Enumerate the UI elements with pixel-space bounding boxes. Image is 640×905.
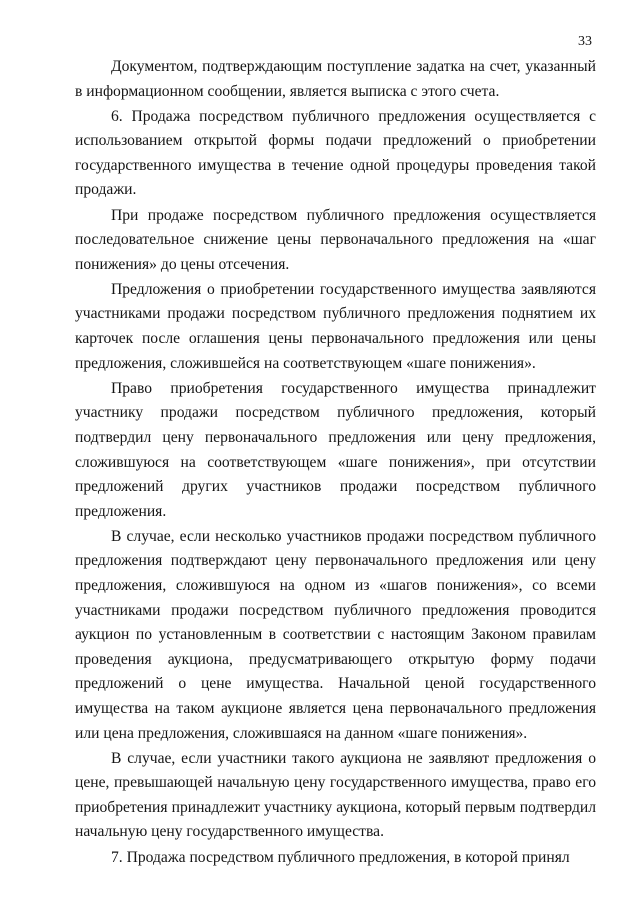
paragraph-right-of-acquisition: Право приобретения государственного имущества принадлежит участнику продажи посредством публичного предложения, который подтвердил цену первоначального предложения или цену предложения, сложившуюся на соответствующем «шаге понижения», при отсутствии предложений других участников продажи посредством публичного предложения.: [75, 379, 596, 520]
paragraph-price-reduction: При продаже посредством публичного предложения осуществляется последовательное снижение цены первоначального предложения на «шаг понижения» до цены отсечения.: [75, 206, 596, 273]
paragraph-item-6-open-form: 6. Продажа посредством публичного предложения осуществляется с использованием открытой формы подачи предложений о приобретении государственного имущества в течение одной процедуры проведения такой продажи.: [75, 107, 596, 199]
paragraph-offers-by-cards: Предложения о приобретении государственного имущества заявляются участниками продажи посредством публичного предложения поднятием их карточек после оглашения цены первоначального предложения или цены предложения, сложившейся на соответствующем «шаге понижения».: [75, 280, 596, 372]
document-body: [75, 55, 596, 870]
paragraph-auction-among-participants: В случае, если несколько участников продажи посредством публичного предложения подтверждают цену первоначального предложения или цену предложения, сложившуюся на одном из «шагов понижения», со всеми участниками продажи посредством публичного предложения проводится аукцион по установленным в соответствии с настоящим Законом правилам проведения аукциона, предусматривающего открытую форму подачи предложений о цене имущества. Начальной ценой государственного имущества на таком аукционе является цена первоначального предложения или цена предложения, сложившаяся на данном «шаге понижения».: [75, 527, 596, 742]
paragraph-deposit-confirmation: Документом, подтверждающим поступление задатка на счет, указанный в информационном сообщении, является выписка с этого счета.: [75, 58, 596, 100]
paragraph-no-higher-offers: В случае, если участники такого аукциона не заявляют предложения о цене, превышающей начальную цену государственного имущества, право его приобретения принадлежит участнику аукциона, который первым подтвердил начальную цену государственного имущества.: [75, 749, 596, 841]
paragraph-item-7: 7. Продажа посредством публичного предложения, в которой принял: [111, 848, 570, 866]
page-number: 33: [578, 34, 592, 49]
